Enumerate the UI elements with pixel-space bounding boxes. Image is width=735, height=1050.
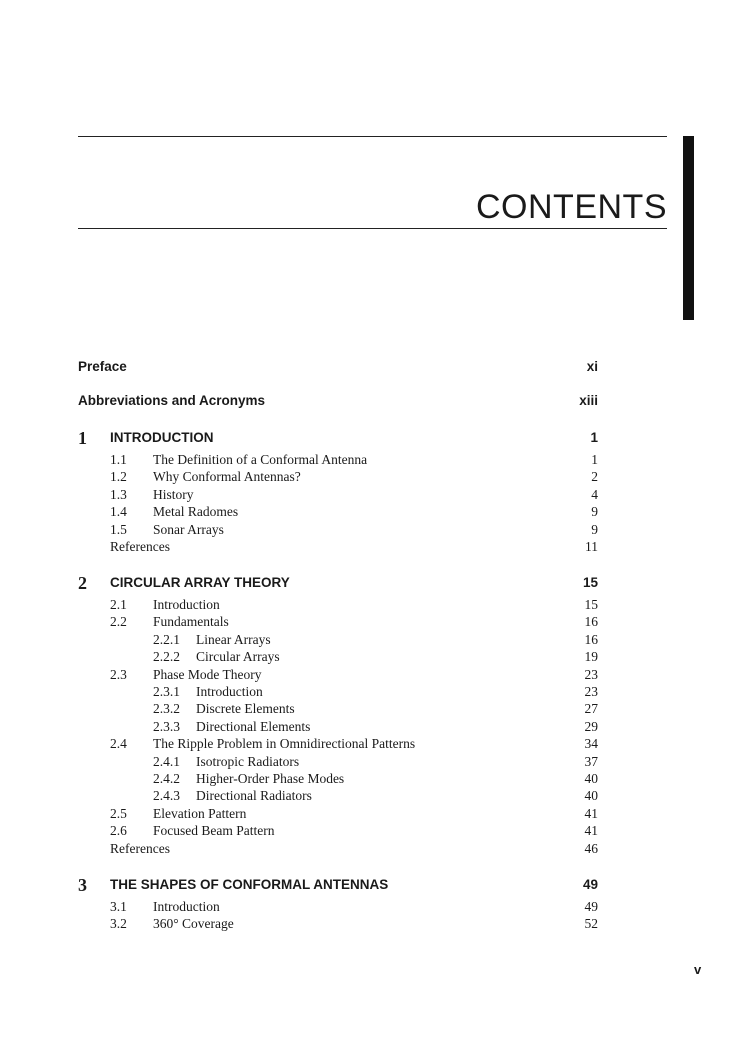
entry-number: 1.1 [110, 452, 127, 467]
toc-front-matter-abbreviations[interactable] [78, 393, 598, 409]
entry-number: 2.3.3 [153, 718, 180, 734]
chapter-title: INTRODUCTION [110, 430, 214, 445]
entry-title: Fundamentals [153, 614, 229, 630]
toc-entry[interactable] [78, 753, 598, 770]
bottom-rule [78, 228, 667, 229]
toc-entry[interactable] [78, 683, 598, 700]
entry-number: 1.2 [110, 469, 127, 485]
entry-title: History [153, 486, 194, 502]
entry-page: 41 [584, 823, 598, 839]
toc-entry[interactable] [78, 700, 598, 717]
toc-entry[interactable] [78, 631, 598, 648]
page-title: CONTENTS [476, 188, 667, 226]
entry-title: Why Conformal Antennas? [153, 469, 301, 485]
toc-chapter-heading[interactable] [78, 427, 598, 451]
chapter-page: 15 [582, 575, 598, 590]
toc-entry[interactable] [78, 596, 598, 613]
chapter-number: 3 [78, 875, 87, 895]
entry-page: 46 [584, 840, 598, 856]
entry-number: 2.2.2 [153, 649, 180, 665]
entry-number: 2.2.1 [153, 631, 180, 647]
entry-title: Discrete Elements [196, 701, 295, 717]
entry-number: 2.1 [110, 597, 127, 612]
entry-page: 16 [584, 631, 598, 647]
entry-number: 2.4.2 [153, 771, 180, 786]
entry-page: 23 [584, 666, 598, 682]
chapter-page: 1 [590, 430, 598, 445]
toc-entry[interactable] [78, 735, 598, 752]
entry-title: Phase Mode Theory [153, 666, 262, 682]
entry-title: The Definition of a Conformal Antenna [153, 452, 368, 467]
entry-page: 9 [591, 504, 598, 520]
toc-entry[interactable] [78, 822, 598, 839]
thumb-tab-marker [683, 136, 694, 320]
entry-page: 52 [584, 916, 598, 932]
entry-title: Sonar Arrays [153, 521, 224, 537]
entry-number: 2.3.1 [153, 684, 180, 699]
toc-entry[interactable] [78, 787, 598, 804]
toc-entry[interactable] [78, 521, 598, 538]
entry-number: 2.4 [110, 736, 127, 752]
entry-page: 34 [584, 736, 598, 752]
entry-page: 4 [591, 486, 598, 502]
chapter-number: 1 [78, 428, 87, 448]
toc-entry[interactable] [78, 468, 598, 485]
toc-chapter-heading[interactable] [78, 572, 598, 596]
front-matter-title: Abbreviations and Acronyms [78, 393, 266, 408]
entry-number: 1.3 [110, 486, 127, 502]
entry-page: 2 [591, 469, 598, 485]
entry-title: Circular Arrays [196, 649, 280, 665]
entry-page: 15 [584, 597, 598, 612]
entry-number: 1.4 [110, 504, 127, 520]
entry-page: 19 [584, 649, 598, 665]
toc-entry[interactable] [78, 486, 598, 503]
entry-page: 1 [591, 452, 598, 467]
entry-page: 27 [584, 701, 598, 717]
entry-number: 2.3 [110, 666, 127, 682]
toc-chapter-heading[interactable] [78, 874, 598, 898]
page-folio: v [694, 962, 702, 977]
toc-entry[interactable] [78, 915, 598, 932]
entry-number: 1.5 [110, 521, 127, 537]
toc-entry[interactable] [78, 503, 598, 520]
front-matter-title: Preface [78, 359, 127, 374]
entry-page: 40 [584, 788, 598, 804]
toc-entry[interactable] [78, 538, 598, 555]
entry-title: Directional Elements [196, 718, 311, 734]
chapter-title: CIRCULAR ARRAY THEORY [110, 575, 290, 590]
entry-title: Isotropic Radiators [196, 753, 300, 769]
entry-number: 2.4.1 [153, 753, 180, 769]
entry-page: 11 [585, 539, 598, 554]
entry-title: References [110, 840, 170, 856]
entry-page: 37 [584, 753, 598, 769]
front-matter-page: xi [586, 359, 598, 374]
entry-number: 2.3.2 [153, 701, 180, 717]
toc-entry[interactable] [78, 805, 598, 822]
toc-entry[interactable] [78, 770, 598, 787]
entry-page: 16 [584, 614, 598, 630]
entry-page: 41 [584, 805, 598, 821]
chapter-number: 2 [78, 573, 87, 593]
top-rule [78, 136, 667, 137]
toc-entry[interactable] [78, 718, 598, 735]
toc-entry[interactable] [78, 613, 598, 630]
entry-page: 29 [584, 718, 598, 734]
toc-entry[interactable] [78, 648, 598, 665]
toc-entry[interactable] [78, 666, 598, 683]
entry-title: Focused Beam Pattern [153, 823, 275, 839]
entry-title: Higher-Order Phase Modes [196, 771, 345, 786]
entry-number: 3.1 [110, 899, 127, 914]
entry-title: References [110, 539, 170, 554]
entry-title: Elevation Pattern [153, 805, 247, 821]
entry-page: 40 [584, 771, 598, 786]
entry-number: 2.6 [110, 823, 127, 839]
chapter-title: THE SHAPES OF CONFORMAL ANTENNAS [110, 877, 389, 892]
entry-title: Linear Arrays [196, 631, 271, 647]
entry-title: Introduction [153, 597, 220, 612]
entry-title: Introduction [196, 684, 263, 699]
toc-entry[interactable] [78, 840, 598, 857]
entry-number: 2.2 [110, 614, 127, 630]
toc-entry[interactable] [78, 898, 598, 915]
entry-title: Introduction [153, 899, 220, 914]
entry-number: 2.5 [110, 805, 127, 821]
toc-front-matter-preface[interactable] [78, 359, 598, 375]
entry-number: 3.2 [110, 916, 127, 932]
entry-page: 9 [591, 521, 598, 537]
chapter-page: 49 [582, 877, 598, 892]
entry-title: Metal Radomes [153, 504, 239, 520]
entry-title: The Ripple Problem in Omnidirectional Patterns [153, 736, 416, 752]
front-matter-page: xiii [579, 393, 598, 408]
entry-title: 360° Coverage [153, 916, 234, 932]
entry-page: 49 [584, 899, 598, 914]
entry-title: Directional Radiators [196, 788, 312, 804]
entry-number: 2.4.3 [153, 788, 180, 804]
entry-page: 23 [584, 684, 598, 699]
toc-entry[interactable] [78, 451, 598, 468]
